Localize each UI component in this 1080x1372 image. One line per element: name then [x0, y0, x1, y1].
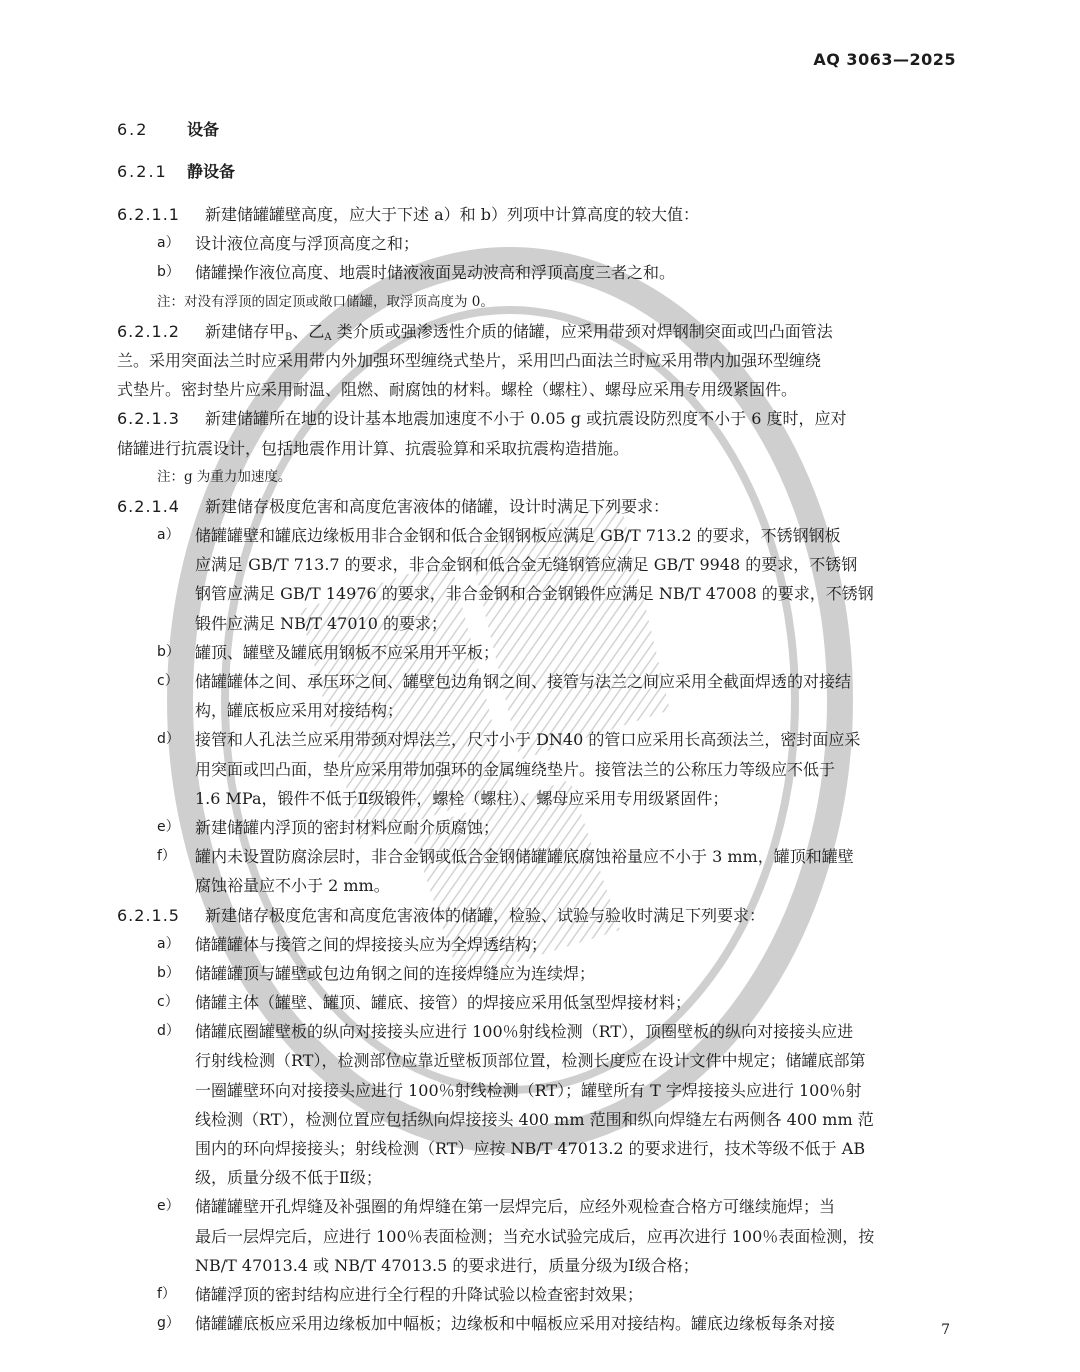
clause-line: 兰。采用突面法兰时应采用带内外加强环型缠绕式垫片，采用凹凸面法兰时应采用带内加强环型缠绕: [117, 350, 822, 370]
section-heading-6-2: [117, 117, 219, 140]
list-item: [117, 667, 957, 696]
item-text: 钢管应满足 GB/T 14976 的要求，非合金钢和合金钢锻件应满足 NB/T 47008 的要求，不锈钢: [195, 584, 874, 604]
list-item: [117, 930, 957, 959]
list-item-continuation: [117, 1134, 957, 1163]
item-text: 储罐罐壁和罐底边缘板用非合金钢和低合金钢钢板应满足 GB/T 713.2 的要求，不锈钢钢板: [195, 526, 841, 546]
item-text: 行射线检测（RT），检测部位应靠近壁板顶部位置，检测长度应在设计文件中规定；储罐底部第: [195, 1051, 866, 1071]
list-item: [117, 988, 957, 1017]
item-mark: e）: [157, 818, 180, 835]
item-text: 用突面或凹凸面，垫片应采用带加强环的金属缠绕垫片。接管法兰的公称压力等级应不低于: [195, 759, 836, 779]
list-item-continuation: [117, 696, 957, 725]
requirement-list: [117, 930, 957, 1339]
list-item-continuation: [117, 755, 957, 784]
item-mark: a）: [157, 527, 180, 544]
subscript: A: [324, 331, 332, 343]
list-item-continuation: [117, 579, 957, 608]
item-mark: a）: [157, 935, 180, 952]
clause-text: 新建储存甲: [205, 321, 286, 341]
note: 注：对没有浮顶的固定顶或敞口储罐，取浮顶高度为 0。: [157, 293, 494, 310]
item-text: 围内的环向焊接接头；射线检测（RT）应按 NB/T 47013.2 的要求进行，技术等级不低于 AB: [195, 1139, 866, 1158]
section-title: 设备: [187, 120, 220, 139]
list-item: [117, 842, 957, 871]
item-text: 储罐罐顶与罐壁或包边角钢之间的连接焊缝应为连续焊；: [195, 963, 596, 983]
item-mark: e）: [157, 1198, 180, 1215]
section-number: 6.2: [117, 120, 149, 139]
requirement-list: [117, 521, 957, 900]
clause-number: 6.2.1.1: [117, 205, 180, 224]
item-mark: a）: [157, 235, 180, 252]
item-mark: b）: [157, 964, 180, 981]
item-text: 新建储罐内浮顶的密封材料应耐介质腐蚀；: [195, 817, 500, 837]
clause-line: 储罐进行抗震设计，包括地震作用计算、抗震验算和采取抗震构造措施。: [117, 438, 630, 458]
item-mark: b）: [157, 264, 180, 281]
item-text: 应满足 GB/T 713.7 的要求，非合金钢和低合金无缝钢管应满足 GB/T 9948 的要求，不锈钢: [195, 555, 858, 575]
item-text: 储罐罐体之间、承压环之间、罐壁包边角钢之间、接管与法兰之间应采用全截面焊透的对接结: [195, 672, 852, 691]
clause-number: 6.2.1.2: [117, 321, 180, 341]
list-item-continuation: [117, 1251, 957, 1280]
clause-number: 6.2.1.3: [117, 409, 180, 429]
clause-line: [117, 901, 957, 930]
item-text: 最后一层焊完后，应进行 100％表面检测；当充水试验完成后，应再次进行 100％表面检测，按: [195, 1226, 875, 1246]
list-item: [117, 521, 957, 550]
item-text: 一圈罐壁环向对接接头应进行 100％射线检测（RT）；罐壁所有 T 字焊接接头应进行 100％射: [195, 1080, 862, 1100]
item-text: 腐蚀裕量应不小于 2 mm。: [195, 876, 390, 896]
list-item-continuation: [117, 784, 957, 813]
clause-number: 6.2.1.4: [117, 496, 180, 516]
list-item: [117, 1309, 957, 1338]
item-text: 罐内未设置防腐涂层时，非合金钢或低合金钢储罐罐底腐蚀裕量应不小于 3 mm，罐顶和罐壁: [195, 847, 854, 867]
standard-number: AQ 3063—2025: [813, 50, 956, 69]
clause-line: [117, 317, 957, 346]
item-text: 储罐罐底板应采用边缘板加中幅板；边缘板和中幅板应采用对接结构。罐底边缘板每条对接: [195, 1314, 836, 1334]
list-item-continuation: [117, 550, 957, 579]
clause-line: [117, 404, 957, 433]
item-mark: b）: [157, 643, 180, 660]
clause-text: 新建储存极度危害和高度危害液体的储罐，设计时满足下列要求：: [205, 496, 670, 516]
clause-text: 新建储罐所在地的设计基本地震加速度不小于 0.05 g 或抗震设防烈度不小于 6 度时，应对: [205, 409, 847, 429]
list-item: [117, 1280, 957, 1309]
list-item: [117, 258, 957, 287]
item-text: 储罐主体（罐壁、罐顶、罐底、接管）的焊接应采用低氢型焊接材料；: [195, 993, 692, 1013]
list-item-continuation: [117, 609, 957, 638]
item-text: 级，质量分级不低于Ⅱ级；: [195, 1168, 382, 1188]
item-mark: c）: [157, 994, 179, 1011]
clause-number: 6.2.1.5: [117, 905, 180, 925]
item-mark: c）: [157, 673, 179, 689]
clause-line: [117, 200, 957, 229]
item-text: 储罐浮顶的密封结构应进行全行程的升降试验以检查密封效果；: [195, 1284, 644, 1304]
list-item-continuation: [117, 1076, 957, 1105]
item-mark: f）: [157, 1285, 176, 1302]
item-mark: d）: [157, 731, 180, 748]
list-item: [117, 1192, 957, 1221]
list-item: [117, 725, 957, 754]
item-mark: f）: [157, 848, 176, 865]
list-item: [117, 229, 957, 258]
item-text: 储罐罐壁开孔焊缝及补强圈的角焊缝在第一层焊完后，应经外观检查合格方可继续施焊；当: [195, 1197, 836, 1217]
item-text: 1.6 MPa，锻件不低于Ⅱ级锻件，螺栓（螺柱）、螺母应采用专用级紧固件；: [195, 788, 729, 808]
item-text: 储罐底圈罐壁板的纵向对接接头应进行 100％射线检测（RT），顶圈壁板的纵向对接接头应进: [195, 1022, 854, 1042]
item-text: 储罐罐体与接管之间的焊接接头应为全焊透结构；: [195, 934, 548, 954]
section-title: 静设备: [187, 162, 236, 181]
list-item: [117, 959, 957, 988]
item-text: 线检测（RT），检测位置应包括纵向焊接接头 400 mm 范围和纵向焊缝左右两侧各 400 mm 范: [195, 1109, 874, 1129]
clause-line: [117, 492, 957, 521]
note: 注：g 为重力加速度。: [157, 468, 292, 485]
page-number: 7: [941, 1322, 950, 1338]
item-text: 储罐操作液位高度、地震时储液液面晃动波高和浮顶高度三者之和。: [195, 263, 676, 283]
item-text: 罐顶、罐壁及罐底用钢板不应采用开平板；: [195, 642, 500, 662]
list-item-continuation: [117, 1163, 957, 1192]
clause-text: 新建储罐罐壁高度，应大于下述 a）和 b）列项中计算高度的较大值：: [205, 205, 699, 224]
item-text: 锻件应满足 NB/T 47010 的要求；: [195, 613, 447, 633]
clause-text: 新建储存极度危害和高度危害液体的储罐，检验、试验与验收时满足下列要求：: [205, 905, 766, 925]
clause-text: 、乙: [292, 321, 325, 341]
section-number: 6.2.1: [117, 162, 168, 181]
list-item-continuation: [117, 1222, 957, 1251]
subscript: B: [285, 331, 293, 343]
list-item: [117, 638, 957, 667]
item-mark: g）: [157, 1315, 180, 1332]
item-text: NB/T 47013.4 或 NB/T 47013.5 的要求进行，质量分级为Ⅰ级合格；: [195, 1255, 699, 1275]
item-text: 构，罐底板应采用对接结构；: [195, 701, 404, 721]
list-item: [117, 1017, 957, 1046]
item-mark: d）: [157, 1023, 180, 1040]
list-item-continuation: [117, 1105, 957, 1134]
body-text: [117, 200, 957, 1338]
item-text: 设计液位高度与浮顶高度之和；: [195, 234, 420, 254]
item-text: 接管和人孔法兰应采用带颈对焊法兰，尺寸小于 DN40 的管口应采用长高颈法兰，密封面应采: [195, 730, 861, 750]
clause-line: 式垫片。密封垫片应采用耐温、阻燃、耐腐蚀的材料。螺栓（螺柱）、螺母应采用专用级紧固件。: [117, 380, 798, 400]
section-heading-6-2-1: [117, 159, 235, 182]
list-item-continuation: [117, 1046, 957, 1075]
list-item-continuation: [117, 871, 957, 900]
list-item: [117, 813, 957, 842]
clause-text: 类介质或强渗透性介质的储罐，应采用带颈对焊钢制突面或凹凸面管法: [331, 321, 833, 341]
